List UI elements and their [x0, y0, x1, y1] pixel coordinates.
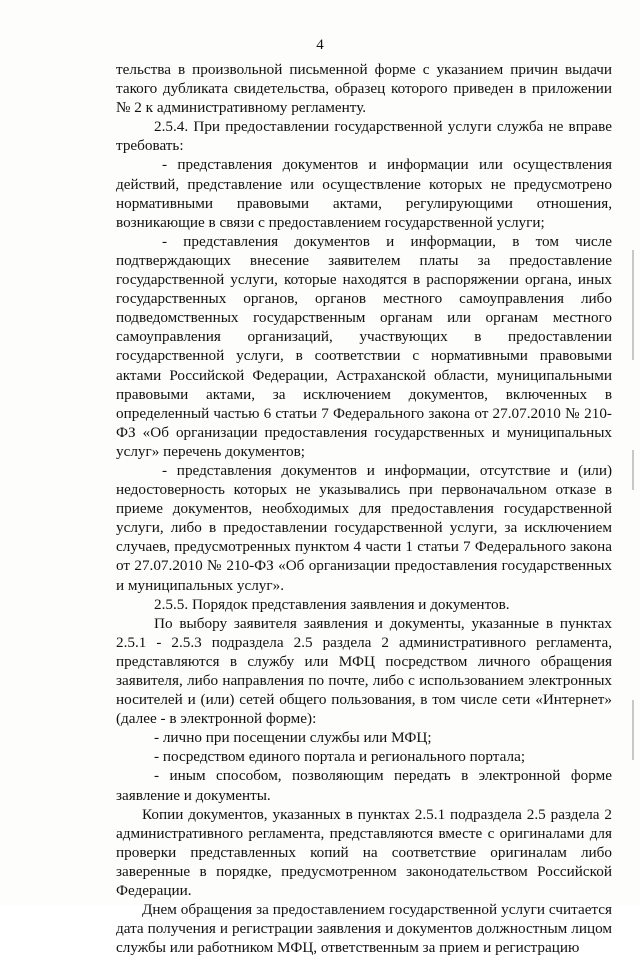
paragraph-duplicate-certificate-end: тельства в произвольной письменной форме с указанием причин выдачи такого дубликата свидетельства, образец которого приведен в приложении № 2 к административному регламенту. [116, 61, 612, 117]
page-number: 4 [316, 37, 324, 53]
list-item-electronic: - иным способом, позволяющим передать в электронной форме заявление и документы. [116, 767, 612, 804]
list-item-portal: - посредством единого портала и регионального портала; [154, 748, 526, 766]
scan-edge-mark [632, 700, 634, 760]
paragraph-application-date: Днем обращения за предоставлением государственной услуги считается дата получения и регистрации заявления и документов должностным лицом службы или работником МФЦ, ответственным за прием и регистрацию [116, 901, 612, 957]
paragraph-copies: Копии документов, указанных в пунктах 2.5.1 подраздела 2.5 раздела 2 административного регламента, представляются вместе с оригиналами для проверки представленных копий на соответствие оригиналам либо заверенные в порядке, предусмотренном законодательством Российской Федерации. [116, 805, 612, 900]
list-item-not-required-2: - представления документов и информации, в том числе подтверждающих внесение заявителем платы за предоставление государственной услуги, которые находятся в распоряжении органа, иных государственных органов, органов местного самоуправления либо подведомственных государственным органам или органам местного самоуправления организаций, участвующих в предоставлении государственной услуги, в соответствии с нормативными правовыми актами Российской Федерации, Астраханской области, муниципальными правовыми актами, за исключением документов, включенных в определенный частью 6 статьи 7 Федерального закона от 27.07.2010 № 210-ФЗ «Об организации предоставления государственных и муниципальных услуг» перечень документов; [116, 232, 612, 460]
scan-edge-mark [632, 250, 634, 360]
list-item-not-required-3: - представления документов и информации, отсутствие и (или) недостоверность которых не указывались при первоначальном отказе в приеме документов, необходимых для предоставления государственной услуги, либо в предоставлении государственной услуги, за исключением случаев, предусмотренных пунктом 4 части 1 статьи 7 Федерального закона от 27.07.2010 № 210-ФЗ «Об организации предоставления государственных и муниципальных услуг». [116, 461, 612, 594]
paragraph-submission-methods: По выбору заявителя заявления и документы, указанные в пунктах 2.5.1 - 2.5.3 подраздела 2.5 раздела 2 административного регламента, представляются в службу или МФЦ посредством личного обращения заявителя, либо направления по почте, либо с использованием электронных носителей и (или) сетей общего пользования, в том числе сети «Интернет» (далее - в электронной форме): [116, 614, 612, 728]
list-item-in-person: - лично при посещении службы или МФЦ; [154, 729, 432, 747]
scan-edge-mark [632, 450, 634, 490]
document-body [116, 60, 612, 957]
list-item-not-required-1: - представления документов и информации или осуществления действий, представление или осуществление которых не предусмотрено нормативными правовыми актами, регулирующими отношения, возникающие в связи с предоставлением государственной услуги; [116, 156, 612, 231]
paragraph-2-5-5: 2.5.5. Порядок представления заявления и документов. [154, 595, 510, 613]
paragraph-2-5-4: 2.5.4. При предоставлении государственной услуги служба не вправе требовать: [116, 118, 612, 155]
